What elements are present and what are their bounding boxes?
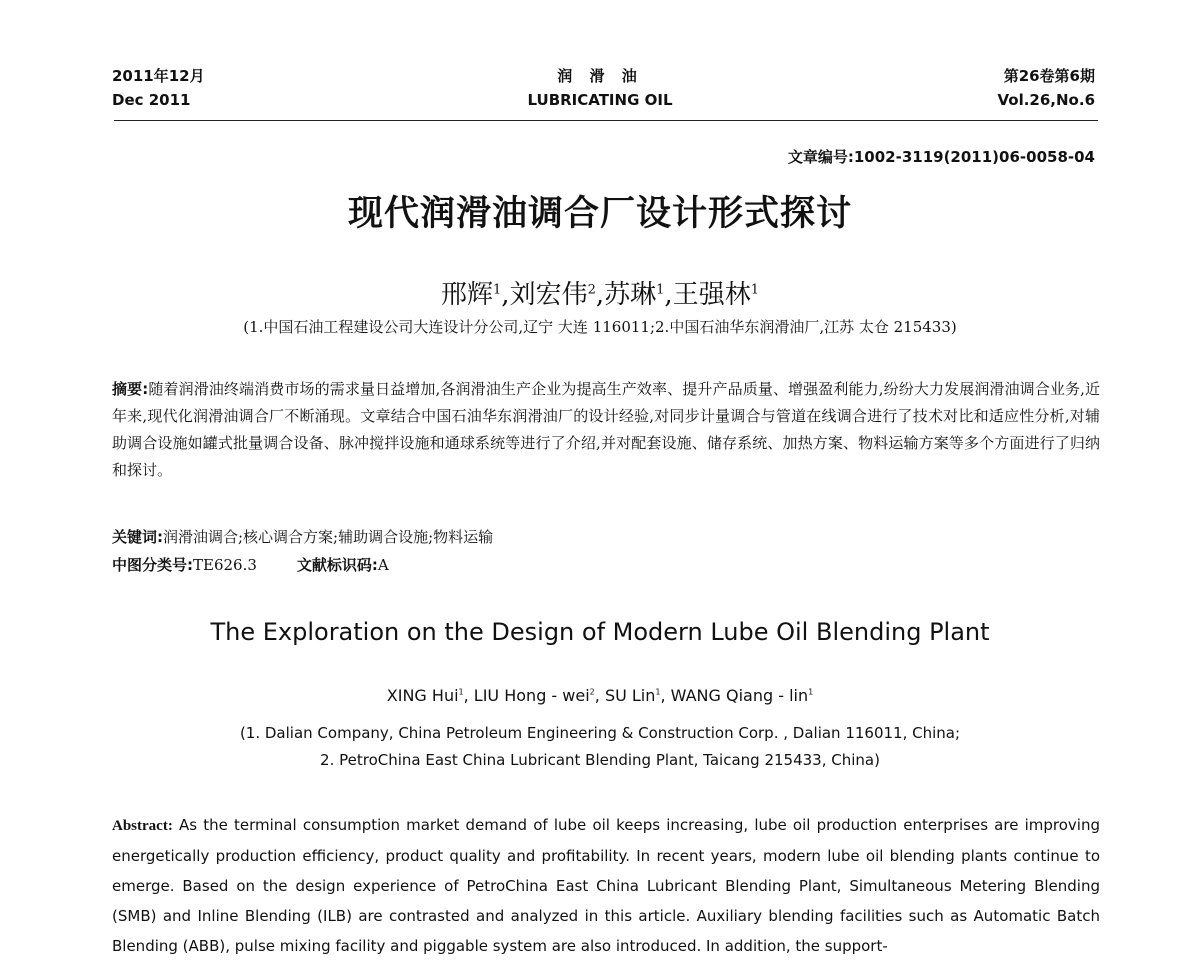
author-sup: 1 xyxy=(458,687,464,697)
author-en: XING Hui xyxy=(386,686,459,705)
keywords-text: 润滑油调合;核心调合方案;辅助调合设施;物料运输 xyxy=(163,528,494,546)
abstract-cn-label: 摘要: xyxy=(112,380,149,398)
abstract-en-label: Abstract: xyxy=(112,818,173,834)
volume-en: Vol.26,No.6 xyxy=(997,91,1095,109)
author-cn: 刘宏伟 xyxy=(509,280,588,310)
author-cn: 邢辉 xyxy=(441,280,494,310)
doc-code-label: 文献标识码: xyxy=(296,556,378,574)
journal-name-cn: 润 滑 油 xyxy=(557,67,643,85)
title-cn: 现代润滑油调合厂设计形式探讨 xyxy=(347,194,852,234)
journal-name xyxy=(460,64,740,112)
authors-cn: 邢辉$^1$,刘宏伟$^2$,苏琳$^1$,王强林$^1$ xyxy=(441,280,759,310)
abstract-cn xyxy=(112,376,1100,484)
author-sup: 1 xyxy=(808,687,814,697)
author-en: SU Lin xyxy=(604,686,656,705)
author-cn: 王强林 xyxy=(672,280,751,310)
volume-cn: 第26卷第6期 xyxy=(1003,67,1095,85)
keywords-label: 关键词: xyxy=(112,528,163,546)
author-sup: 1 xyxy=(750,282,759,298)
author-cn: 苏琳 xyxy=(604,280,657,310)
journal-volume xyxy=(998,64,1096,112)
title-en: The Exploration on the Design of Modern Lube Oil Blending Plant xyxy=(210,618,990,646)
classification xyxy=(112,554,389,575)
doc-code-value: A xyxy=(377,556,389,574)
header-rule xyxy=(114,120,1098,121)
classification-value: TE626.3 xyxy=(193,556,257,574)
journal-name-en: LUBRICATING OIL xyxy=(527,91,673,109)
date-cn: 2011年12月 xyxy=(112,67,205,85)
author-en: WANG Qiang - lin xyxy=(670,686,809,705)
authors-en: XING Hui$^1$, LIU Hong - wei$^2$, SU Lin$^1$, WANG Qiang - lin$^1$ xyxy=(386,686,814,705)
author-sup: 1 xyxy=(493,282,502,298)
affiliation-en-line: (1. Dalian Company, China Petroleum Engineering & Construction Corp. , Dalian 116011, China; xyxy=(239,724,961,742)
author-en: LIU Hong - wei xyxy=(473,686,590,705)
affiliations-cn: (1.中国石油工程建设公司大连设计分公司,辽宁 大连 116011;2.中国石油华东润滑油厂,江苏 太仓 215433) xyxy=(243,318,957,336)
author-sup: 2 xyxy=(589,687,595,697)
article-number: 文章编号:1002-3119(2011)06-0058-04 xyxy=(787,148,1095,166)
author-sup: 1 xyxy=(655,687,661,697)
date-en: Dec 2011 xyxy=(112,91,191,109)
author-sup: 2 xyxy=(587,282,596,298)
abstract-cn-text: 随着润滑油终端消费市场的需求量日益增加,各润滑油生产企业为提高生产效率、提升产品质量、增强盈利能力,纷纷大力发展润滑油调合业务,近年来,现代化润滑油调合厂不断涌现。文章结合中国石油华东润滑油厂的设计经验,对同步计量调合与管道在线调合进行了技术对比和适应性分析,对辅助调合设施如罐式批量调合设备、脉冲搅拌设施和通球系统等进行了介绍,并对配套设施、储存系统、加热方案、物料运输方案等多个方面进行了归纳和探讨。 xyxy=(112,380,1101,479)
classification-label: 中图分类号: xyxy=(112,556,193,574)
keywords xyxy=(112,526,493,547)
affiliations-en xyxy=(0,720,1200,774)
abstract-en-text: As the terminal consumption market demand of lube oil keeps increasing, lube oil production enterprises are improving energetically production efficiency, product quality and profitability. In recent years, modern lube oil blending plants continue to emerge. Based on the design experience of PetroChina East China Lubricant Blending Plant, Simultaneous Metering Blending (SMB) and Inline Blending (ILB) are contrasted and analyzed in this article. Auxiliary blending facilities such as Automatic Batch Blending (ABB), pulse mixing facility and piggable system are also introduced. In addition, the support- xyxy=(112,816,1100,955)
abstract-en xyxy=(112,810,1100,961)
author-sup: 1 xyxy=(656,282,665,298)
journal-date xyxy=(112,64,205,112)
affiliation-en-line: 2. PetroChina East China Lubricant Blending Plant, Taicang 215433, China) xyxy=(320,751,880,769)
